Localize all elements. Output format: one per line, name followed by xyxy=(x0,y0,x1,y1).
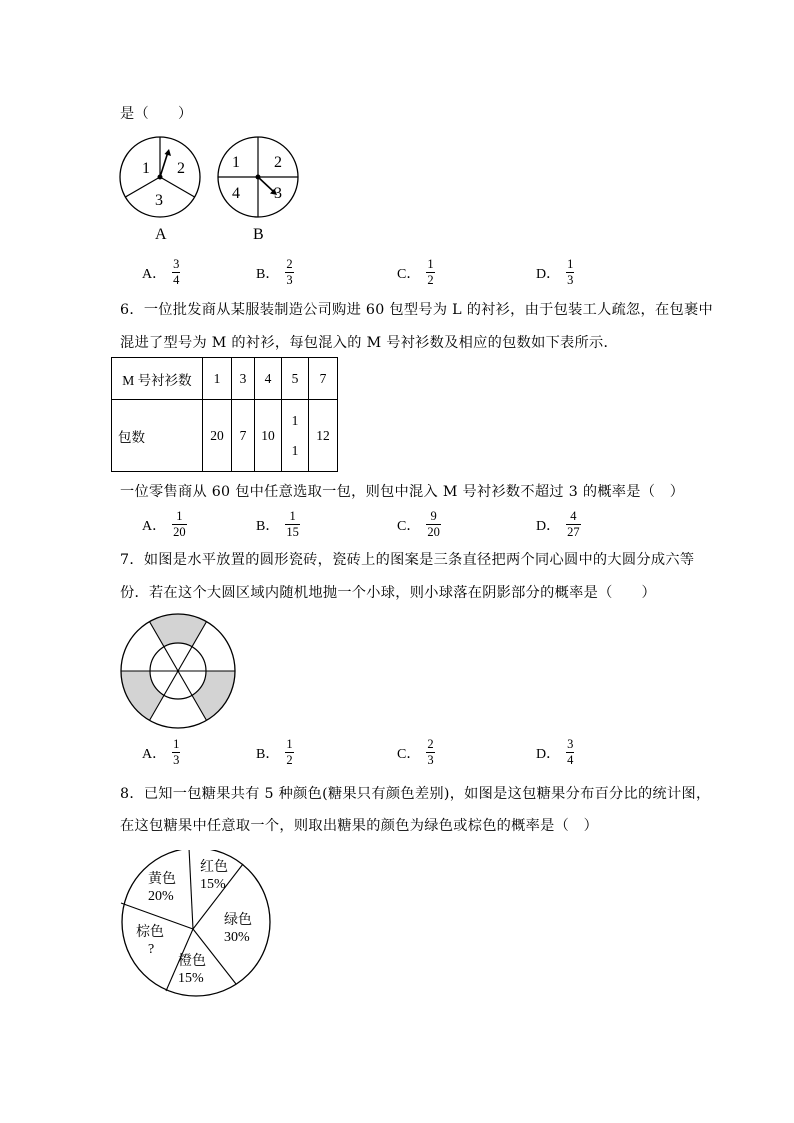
spinner-b-arrow-icon xyxy=(258,177,274,192)
q6-option-a[interactable] xyxy=(142,510,187,539)
spinner-a xyxy=(120,137,200,243)
pie-value-green: 30% xyxy=(224,930,250,945)
pie-value-orange: 15% xyxy=(178,971,204,986)
option-label: C． xyxy=(397,266,421,282)
numerator: 9 xyxy=(430,509,437,523)
table-cell: 1 xyxy=(203,358,232,400)
denominator: 4 xyxy=(173,273,180,287)
q5-option-d[interactable] xyxy=(536,258,574,287)
q6-line-2: 混进了型号为 M 的衬衫，每包混入的 M 号衬衫数及相应的包数如下表所示． xyxy=(120,335,619,351)
denominator: 20 xyxy=(173,525,186,539)
option-label: D． xyxy=(536,518,561,534)
numerator: 3 xyxy=(567,737,574,751)
table-cell: 10 xyxy=(255,400,282,472)
q6-table xyxy=(111,357,338,472)
option-label: B． xyxy=(256,266,280,282)
table-header-shirts: M 号衬衫数 xyxy=(112,358,203,400)
q5-option-b[interactable] xyxy=(256,258,294,287)
spinner-a-sector-2: 2 xyxy=(177,160,185,177)
denominator: 3 xyxy=(427,753,434,767)
numerator: 2 xyxy=(286,257,293,271)
pie-value-yellow: 20% xyxy=(148,889,174,904)
spinner-a-sector-3: 3 xyxy=(155,192,163,209)
fraction xyxy=(566,510,581,539)
table-cell: 20 xyxy=(203,400,232,472)
pie-divider xyxy=(189,850,193,929)
q7-line-1: 7．如图是水平放置的圆形瓷砖，瓷砖上的图案是三条直径把两个同心圆中的大圆分成六等 xyxy=(120,552,695,568)
numerator: 1 xyxy=(173,737,180,751)
numerator: 3 xyxy=(173,257,180,271)
fraction xyxy=(285,510,300,539)
q7-option-d[interactable] xyxy=(536,738,574,767)
table-cell: 7 xyxy=(232,400,255,472)
q5-spinners-figure xyxy=(110,130,320,250)
q7-option-c[interactable] xyxy=(397,738,435,767)
option-label: C． xyxy=(397,746,421,762)
table-cell-wrapped xyxy=(282,400,309,472)
q5-option-c[interactable] xyxy=(397,258,435,287)
fraction xyxy=(172,738,180,767)
table-row xyxy=(112,358,338,400)
pie-label-orange: 橙色 xyxy=(178,954,206,969)
shaded-sector-lower-left xyxy=(121,671,164,720)
table-row xyxy=(112,400,338,472)
denominator: 4 xyxy=(567,753,574,767)
spinner-b-sector-2: 2 xyxy=(274,154,282,171)
numerator: 1 xyxy=(567,257,574,271)
shaded-sector-top xyxy=(150,614,207,647)
option-label: B． xyxy=(256,746,280,762)
denominator: 3 xyxy=(567,273,574,287)
fraction xyxy=(285,258,293,287)
table-header-packs: 包数 xyxy=(112,400,203,472)
numerator: 4 xyxy=(570,509,577,523)
numerator: 1 xyxy=(427,257,434,271)
fraction xyxy=(566,258,574,287)
denominator: 20 xyxy=(427,525,440,539)
spinner-b-sector-1: 1 xyxy=(232,154,240,171)
q6-option-c[interactable] xyxy=(397,510,441,539)
q7-option-a[interactable] xyxy=(142,738,180,767)
q7-option-b[interactable] xyxy=(256,738,294,767)
spinner-b-sector-4: 4 xyxy=(232,185,240,202)
pie-label-red: 红色 xyxy=(200,860,228,875)
option-label: D． xyxy=(536,266,561,282)
option-label: A． xyxy=(142,746,167,762)
shaded-sector-lower-right xyxy=(192,671,235,720)
numerator: 1 xyxy=(289,509,296,523)
option-label: B． xyxy=(256,518,280,534)
option-label: A． xyxy=(142,518,167,534)
q6-option-d[interactable] xyxy=(536,510,581,539)
q7-line-2: 份．若在这个大圆区域内随机地抛一个小球，则小球落在阴影部分的概率是（ ） xyxy=(120,585,657,601)
fraction xyxy=(426,258,434,287)
option-label: D． xyxy=(536,746,561,762)
denominator: 27 xyxy=(567,525,580,539)
pie-value-brown: ? xyxy=(148,942,155,957)
pie-label-brown: 棕色 xyxy=(136,925,164,940)
denominator: 2 xyxy=(286,753,293,767)
pie-label-green: 绿色 xyxy=(224,913,252,928)
fraction xyxy=(426,510,441,539)
table-cell: 5 xyxy=(282,358,309,400)
q8-line-2: 在这包糖果中任意取一个，则取出糖果的颜色为绿色或棕色的概率是（ ） xyxy=(120,818,599,834)
table-cell-line: 1 xyxy=(291,412,299,428)
numerator: 1 xyxy=(286,737,293,751)
spinner-a-sector-1: 1 xyxy=(142,160,150,177)
spinner-b xyxy=(218,137,298,243)
fraction xyxy=(172,258,180,287)
table-cell: 4 xyxy=(255,358,282,400)
denominator: 3 xyxy=(286,273,293,287)
spinner-a-arrow-icon xyxy=(160,152,168,177)
q8-pie-chart xyxy=(118,850,278,1000)
q6-option-b[interactable] xyxy=(256,510,300,539)
fraction xyxy=(566,738,574,767)
option-label: A． xyxy=(142,266,167,282)
q6-line-1: 6．一位批发商从某服装制造公司购进 60 包型号为 L 的衬衫，由于包装工人疏忽，在包裹中 xyxy=(120,302,713,318)
table-cell: 12 xyxy=(309,400,338,472)
spinner-b-caption: B xyxy=(253,226,264,243)
fraction xyxy=(285,738,293,767)
fraction xyxy=(426,738,434,767)
numerator: 1 xyxy=(176,509,183,523)
q7-tile-figure xyxy=(115,612,243,732)
q5-stem-tail: 是（ ） xyxy=(120,106,193,122)
denominator: 15 xyxy=(286,525,299,539)
denominator: 3 xyxy=(173,753,180,767)
pie-value-red: 15% xyxy=(200,877,226,892)
q5-option-a[interactable] xyxy=(142,258,180,287)
spinner-a-caption: A xyxy=(155,226,167,243)
table-cell: 3 xyxy=(232,358,255,400)
spinner-b-sector-3: 3 xyxy=(274,185,282,202)
table-cell: 7 xyxy=(309,358,338,400)
pie-label-yellow: 黄色 xyxy=(148,872,176,887)
numerator: 2 xyxy=(427,737,434,751)
denominator: 2 xyxy=(427,273,434,287)
q6-question: 一位零售商从 60 包中任意选取一包，则包中混入 M 号衬衫数不超过 3 的概率是（ ） xyxy=(120,484,685,500)
option-label: C． xyxy=(397,518,421,534)
table-cell-line: 1 xyxy=(291,442,299,458)
q8-line-1: 8．已知一包糖果共有 5 种颜色(糖果只有颜色差别)，如图是这包糖果分布百分比的统计图， xyxy=(120,786,711,802)
fraction xyxy=(172,510,187,539)
